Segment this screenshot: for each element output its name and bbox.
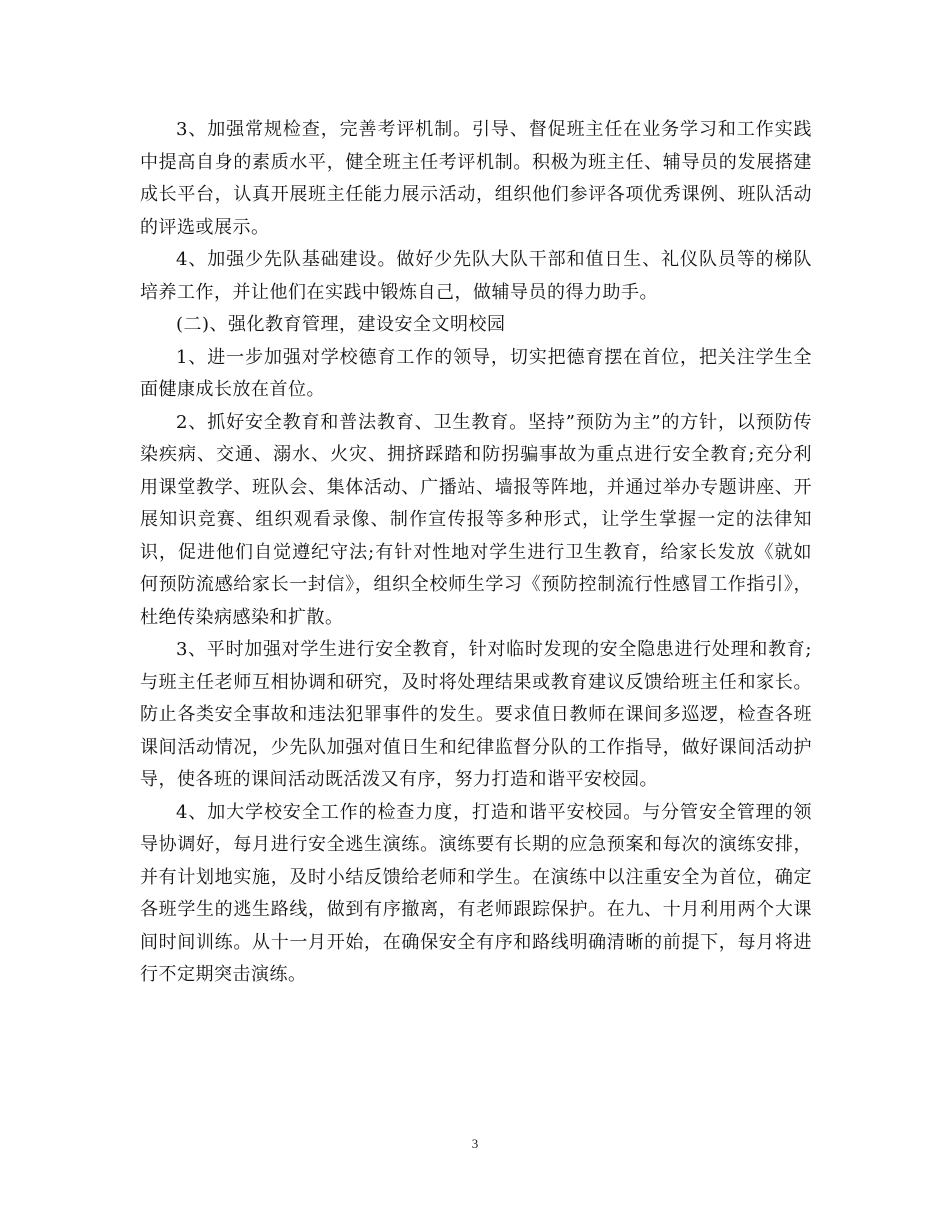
paragraph-safety-inspection: 4、加大学校安全工作的检查力度，打造和谐平安校园。与分管安全管理的领导协调好，每月进行安全逃生演练。演练要有长期的应急预案和每次的演练安排，并有计划地实施，及时小结反馈给老师和学生。在演练中以注重安全为首位，确定各班学生的逃生路线，做到有序撤离，有老师跟踪保护。在九、十月利用两个大课间时间训练。从十一月开始，在确保安全有序和路线明确清晰的前提下，每月将进行不定期突击演练。 (140, 801, 812, 985)
paragraph-regular-check: 3、加强常规检查，完善考评机制。引导、督促班主任在业务学习和工作实践中提高自身的素质水平，健全班主任考评机制。积极为班主任、辅导员的发展搭建成长平台，认真开展班主任能力展示活动，组织他们参评各项优秀课例、班队活动的评选或展示。 (140, 119, 812, 238)
paragraph-safety-education: 2、抓好安全教育和普法教育、卫生教育。坚持”预防为主”的方针，以预防传染疾病、交通、溺水、火灾、拥挤踩踏和防拐骗事故为重点进行安全教育;充分利用课堂教学、班队会、集体活动、广播站、墙报等阵地，并通过举办专题讲座、开展知识竞赛、组织观看录像、制作宣传报等多种形式，让学生掌握一定的法律知识，促进他们自觉遵纪守法;有针对性地对学生进行卫生教育，给家长发放《就如何预防流感给家长一封信》，组织全校师生学习《预防控制流行性感冒工作指引》，杜绝传染病感染和扩散。 (140, 411, 812, 628)
paragraph-young-pioneers: 4、加强少先队基础建设。做好少先队大队干部和值日生、礼仪队员等的梯队培养工作，并让他们在实践中锻炼自己，做辅导员的得力助手。 (140, 249, 812, 303)
section-heading-education-management: (二)、强化教育管理，建设安全文明校园 (176, 314, 506, 335)
document-body (140, 114, 812, 992)
paragraph-moral-education: 1、进一步加强对学校德育工作的领导，切实把德育摆在首位，把关注学生全面健康成长放在首位。 (140, 346, 812, 400)
paragraph-daily-safety: 3、平时加强对学生进行安全教育，针对临时发现的安全隐患进行处理和教育;与班主任老师互相协调和研究，及时将处理结果或教育建议反馈给班主任和家长。防止各类安全事故和违法犯罪事件的发生。要求值日教师在课间多巡逻，检查各班课间活动情况，少先队加强对值日生和纪律监督分队的工作指导，做好课间活动护导，使各班的课间活动既活泼又有序，努力打造和谐平安校园。 (140, 639, 812, 790)
page-number: 3 (471, 1136, 479, 1151)
